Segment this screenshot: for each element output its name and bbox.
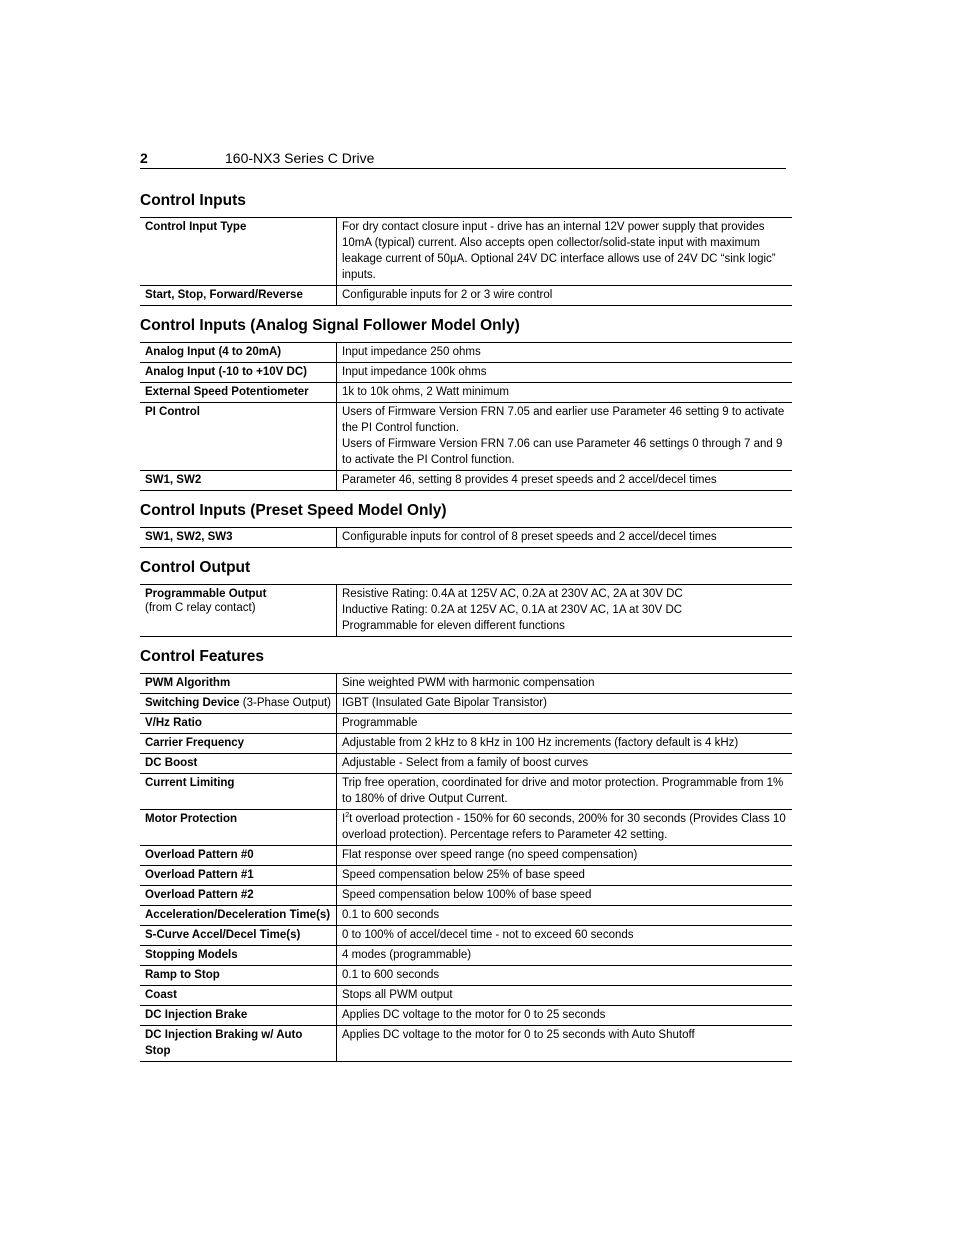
spec-label: [140, 383, 337, 403]
spec-value: [337, 906, 793, 926]
spec-label: [140, 471, 337, 491]
spec-label-text: Carrier Frequency: [145, 737, 245, 749]
spec-row: [140, 906, 792, 926]
spec-label: [140, 734, 337, 754]
spec-label: [140, 866, 337, 886]
spec-value: [337, 218, 793, 286]
spec-value: [337, 383, 793, 403]
spec-section: [140, 559, 786, 637]
spec-value: [337, 926, 793, 946]
spec-value: [337, 846, 793, 866]
spec-label: [140, 774, 337, 810]
spec-label-text: Start, Stop, Forward/Reverse: [145, 289, 303, 301]
spec-label: [140, 403, 337, 471]
spec-table: [140, 217, 792, 306]
spec-label-sub: (from C relay contact): [145, 602, 256, 614]
value-superscript: 2: [345, 812, 350, 819]
spec-value-line: Input impedance 250 ohms: [342, 346, 481, 358]
spec-label-text: Analog Input (-10 to +10V DC): [145, 366, 307, 378]
spec-row: [140, 694, 792, 714]
spec-section: [140, 317, 786, 491]
spec-value: [337, 714, 793, 734]
spec-row: [140, 734, 792, 754]
spec-section: [140, 648, 786, 1062]
spec-value-line: Configurable inputs for 2 or 3 wire control: [342, 289, 553, 301]
spec-label-text: Analog Input (4 to 20mA): [145, 346, 282, 358]
spec-value-line: Adjustable - Select from a family of boost curves: [342, 757, 589, 769]
spec-value-line: Resistive Rating: 0.4A at 125V AC, 0.2A at 230V AC, 2A at 30V DC: [342, 588, 683, 600]
spec-label-text: Stopping Models: [145, 949, 238, 961]
spec-value: [337, 810, 793, 846]
spec-label-extra: (3-Phase Output): [239, 697, 331, 709]
spec-label: [140, 946, 337, 966]
section-title: Control Inputs: [140, 192, 246, 209]
spec-value: [337, 674, 793, 694]
spec-value-line: Configurable inputs for control of 8 preset speeds and 2 accel/decel times: [342, 531, 717, 543]
spec-row: [140, 714, 792, 734]
value-text: t overload protection - 150% for 60 seconds, 200% for 30 seconds (Provides Class 10 overload protection). Percentage refers to Parameter 42 setting.: [342, 813, 786, 841]
page-number: 2: [140, 150, 148, 166]
spec-value-line: Speed compensation below 25% of base speed: [342, 869, 585, 881]
spec-label-text: Ramp to Stop: [145, 969, 220, 981]
spec-value: [337, 886, 793, 906]
spec-table: [140, 584, 792, 637]
spec-value-line: 0.1 to 600 seconds: [342, 909, 440, 921]
spec-value-line: Trip free operation, coordinated for drive and motor protection. Programmable from 1% to 180% of drive Output Current.: [342, 777, 784, 805]
spec-value-line: IGBT (Insulated Gate Bipolar Transistor): [342, 697, 547, 709]
spec-label-text: DC Injection Brake: [145, 1009, 248, 1021]
spec-section: [140, 502, 786, 548]
spec-value: [337, 403, 793, 471]
spec-label-text: Control Input Type: [145, 221, 247, 233]
spec-label: [140, 926, 337, 946]
spec-row: [140, 754, 792, 774]
spec-table: [140, 673, 792, 1062]
spec-value: [337, 774, 793, 810]
spec-label-text: Overload Pattern #1: [145, 869, 254, 881]
spec-label: [140, 1006, 337, 1026]
spec-label: [140, 363, 337, 383]
spec-label: [140, 986, 337, 1006]
spec-label-text: Motor Protection: [145, 813, 237, 825]
spec-value: [337, 866, 793, 886]
spec-value-line: Speed compensation below 100% of base speed: [342, 889, 592, 901]
spec-row: [140, 403, 792, 471]
spec-value: [337, 343, 793, 363]
spec-value-line: Users of Firmware Version FRN 7.06 can use Parameter 46 settings 0 through 7 and 9 to activate the PI Control function.: [342, 438, 783, 466]
page-header: [140, 148, 786, 169]
spec-row: [140, 846, 792, 866]
value-prefix: I: [342, 813, 346, 825]
spec-sections: [140, 192, 786, 1062]
spec-row: [140, 946, 792, 966]
spec-value-line: Input impedance 100k ohms: [342, 366, 487, 378]
spec-label: [140, 810, 337, 846]
spec-row: [140, 866, 792, 886]
spec-label-text: Switching Device: [145, 697, 240, 709]
spec-value-line: For dry contact closure input - drive has an internal 12V power supply that provides 10mA (typical) current. Also accepts open collector/solid-state input with maximum leakage current of 50µA. Optional 24V DC interface allows use of 24V DC “sink logic” inputs.: [342, 221, 776, 281]
spec-row: [140, 966, 792, 986]
spec-label: [140, 286, 337, 306]
spec-value: [337, 286, 793, 306]
spec-value-line: Stops all PWM output: [342, 989, 453, 1001]
spec-value: [337, 363, 793, 383]
spec-label-text: SW1, SW2: [145, 474, 202, 486]
spec-value-line: 1k to 10k ohms, 2 Watt minimum: [342, 386, 510, 398]
spec-value: [337, 585, 793, 637]
spec-label-text: PI Control: [145, 406, 200, 418]
spec-row: [140, 926, 792, 946]
spec-row: [140, 1006, 792, 1026]
spec-value-line: Adjustable from 2 kHz to 8 kHz in 100 Hz increments (factory default is 4 kHz): [342, 737, 739, 749]
spec-row: [140, 986, 792, 1006]
spec-value-line: Parameter 46, setting 8 provides 4 preset speeds and 2 accel/decel times: [342, 474, 717, 486]
spec-row: [140, 674, 792, 694]
spec-value: [337, 528, 793, 548]
spec-value-line: 0 to 100% of accel/decel time - not to exceed 60 seconds: [342, 929, 634, 941]
spec-label: [140, 585, 337, 637]
spec-value-line: Flat response over speed range (no speed compensation): [342, 849, 638, 861]
spec-label-text: V/Hz Ratio: [145, 717, 202, 729]
document-title: 160-NX3 Series C Drive: [225, 150, 375, 166]
spec-section: [140, 192, 786, 306]
spec-label: [140, 694, 337, 714]
spec-row: [140, 218, 792, 286]
spec-label: [140, 1026, 337, 1062]
section-title: Control Inputs (Analog Signal Follower Model Only): [140, 317, 520, 334]
spec-label-text: PWM Algorithm: [145, 677, 231, 689]
spec-value-line: Sine weighted PWM with harmonic compensation: [342, 677, 595, 689]
spec-row: [140, 810, 792, 846]
spec-label-text: External Speed Potentiometer: [145, 386, 309, 398]
spec-label-text: DC Boost: [145, 757, 198, 769]
spec-value: [337, 946, 793, 966]
spec-value-line: Inductive Rating: 0.2A at 125V AC, 0.1A at 230V AC, 1A at 30V DC: [342, 604, 683, 616]
spec-label-text: S-Curve Accel/Decel Time(s): [145, 929, 301, 941]
section-title: Control Features: [140, 648, 265, 665]
spec-row: [140, 471, 792, 491]
spec-value-line: [342, 811, 787, 843]
spec-value-line: 4 modes (programmable): [342, 949, 472, 961]
section-title: Control Inputs (Preset Speed Model Only): [140, 502, 447, 519]
spec-value-line: Programmable for eleven different functions: [342, 620, 565, 632]
spec-row: [140, 286, 792, 306]
spec-row: [140, 886, 792, 906]
spec-label-text: Overload Pattern #2: [145, 889, 254, 901]
spec-value-line: Users of Firmware Version FRN 7.05 and earlier use Parameter 46 setting 9 to activate the PI Control function.: [342, 406, 785, 434]
spec-row: [140, 774, 792, 810]
spec-value: [337, 1026, 793, 1062]
spec-label-text: Coast: [145, 989, 177, 1001]
spec-table: [140, 527, 792, 548]
spec-label: [140, 966, 337, 986]
spec-value-line: 0.1 to 600 seconds: [342, 969, 440, 981]
spec-label-text: Acceleration/Deceleration Time(s): [145, 909, 331, 921]
spec-label: [140, 343, 337, 363]
spec-row: [140, 343, 792, 363]
spec-table: [140, 342, 792, 491]
spec-label-text: Current Limiting: [145, 777, 235, 789]
spec-value-line: Applies DC voltage to the motor for 0 to 25 seconds: [342, 1009, 606, 1021]
spec-value-line: Applies DC voltage to the motor for 0 to 25 seconds with Auto Shutoff: [342, 1029, 695, 1041]
spec-value: [337, 734, 793, 754]
spec-value: [337, 471, 793, 491]
spec-label: [140, 714, 337, 734]
spec-label: [140, 754, 337, 774]
spec-row: [140, 383, 792, 403]
spec-label-text: SW1, SW2, SW3: [145, 531, 233, 543]
spec-value: [337, 754, 793, 774]
spec-label: [140, 886, 337, 906]
spec-value: [337, 1006, 793, 1026]
spec-label-text: DC Injection Braking w/ Auto Stop: [145, 1029, 303, 1057]
spec-label: [140, 218, 337, 286]
spec-row: [140, 528, 792, 548]
spec-label: [140, 674, 337, 694]
spec-label-text: Overload Pattern #0: [145, 849, 254, 861]
spec-value-line: Programmable: [342, 717, 418, 729]
spec-row: [140, 363, 792, 383]
spec-label: [140, 906, 337, 926]
spec-value: [337, 986, 793, 1006]
document-page: [140, 148, 786, 1062]
spec-label-text: Programmable Output: [145, 588, 267, 600]
spec-value: [337, 966, 793, 986]
spec-label: [140, 846, 337, 866]
spec-row: [140, 1026, 792, 1062]
spec-row: [140, 585, 792, 637]
section-title: Control Output: [140, 559, 251, 576]
spec-label: [140, 528, 337, 548]
spec-value: [337, 694, 793, 714]
